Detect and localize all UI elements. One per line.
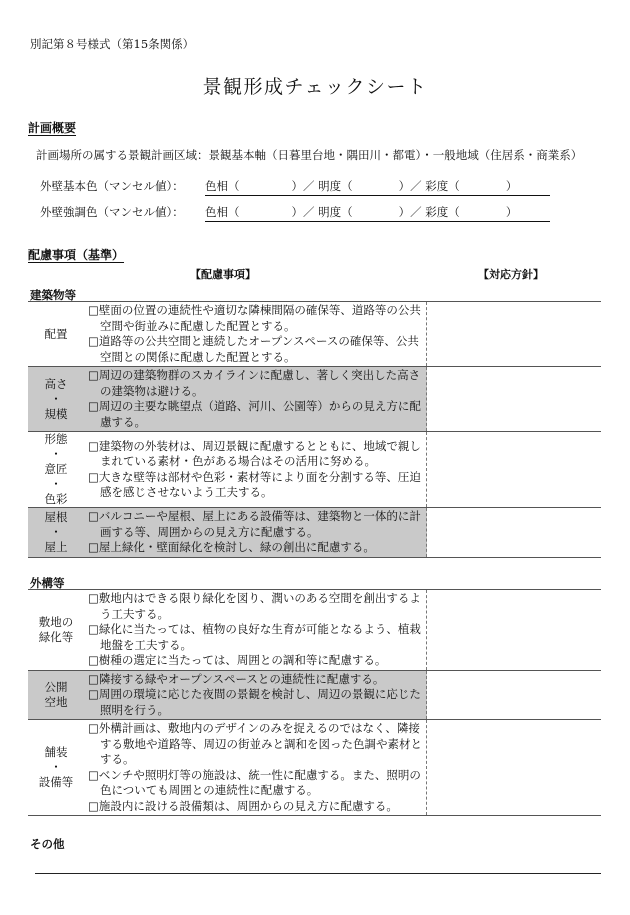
checklist-item[interactable]: □施設内に設ける設備類は、周囲からの見え方に配慮する。 <box>88 798 398 813</box>
consideration-items <box>84 720 427 816</box>
row-label-part: 意匠 <box>44 462 68 476</box>
base-color-end: ） <box>505 179 518 193</box>
base-color-chroma-label: ）／ 彩度（ <box>398 179 460 193</box>
column-header-items: 【配慮事項】 <box>190 268 256 281</box>
row-label-part: 屋上 <box>44 539 68 554</box>
checklist-item[interactable]: □樹種の選定に当たっては、周囲との調和等に配慮する。 <box>88 653 387 667</box>
row-label-part: 屋根 <box>44 509 68 524</box>
accent-color-label: 外壁強調色（マンセル値）： <box>40 205 184 219</box>
base-color-label: 外壁基本色（マンセル値）： <box>40 179 184 193</box>
row-label-part: 空地 <box>44 694 68 709</box>
buildings-heading: 建築物等 <box>30 288 76 302</box>
row-label-part: 設備等 <box>38 775 74 789</box>
response-field[interactable] <box>427 670 602 720</box>
consideration-items <box>84 432 427 508</box>
checklist-item[interactable]: □建築物の外装材は、周辺景観に配慮するとともに、地域で親しまれている素材・色がある場合はその活用に努める。 <box>88 438 421 468</box>
row-label-part: 緑化等 <box>38 629 74 644</box>
checklist-item[interactable]: □道路等の公共空間と連続したオープンスペースの確保等、公共空間との関係に配慮した配置とする。 <box>88 334 419 364</box>
checklist-item[interactable]: □緑化に当たっては、植物の良好な生育が可能となるよう、植栽地盤を工夫する。 <box>88 622 421 652</box>
accent-color-hue-label: 色相（ <box>205 205 240 219</box>
response-field[interactable] <box>427 720 602 816</box>
checklist-item[interactable]: □外構計画は、敷地内のデザインのみを捉えるのではなく、隣接する敷地や道路等、周辺の街並みと調和を図った色調や素材とする。 <box>88 721 422 766</box>
row-label-part: 規模 <box>44 406 68 421</box>
buildings-row <box>28 367 601 432</box>
consideration-items <box>84 367 427 432</box>
row-label-part: 色彩 <box>44 492 68 506</box>
exterior-row <box>28 670 601 720</box>
exterior-table <box>28 589 601 816</box>
plan-area-line: 計画場所の属する景観計画区域：景観基本軸（日暮里台地・隅田川・都電）・一般地域（住居系・商業系） <box>36 148 583 162</box>
other-heading: その他 <box>30 837 65 851</box>
row-label-part: 高さ <box>44 376 68 391</box>
base-color-fields[interactable] <box>205 178 550 196</box>
buildings-row <box>28 432 601 508</box>
consideration-items <box>84 302 427 367</box>
buildings-table <box>28 301 601 558</box>
row-label <box>28 670 84 720</box>
row-label-part: ・ <box>50 477 62 491</box>
checklist-item[interactable]: □ベンチや照明灯等の施設は、統一性に配慮する。また、照明の色についても周囲との連続性に配慮する。 <box>88 767 421 797</box>
checklist-item[interactable]: □屋上緑化・壁面緑化を検討し、緑の創出に配慮する。 <box>88 540 375 554</box>
other-entry-line[interactable] <box>35 873 601 874</box>
response-field[interactable] <box>427 302 602 367</box>
row-label-part: ・ <box>50 524 62 539</box>
checklist-item[interactable]: □大きな壁等は部材や色彩・素材等により面を分割する等、圧迫感を感じさせないよう工夫する。 <box>88 469 421 499</box>
row-label <box>28 302 84 367</box>
exterior-row <box>28 720 601 816</box>
checklist-item[interactable]: □周辺の建築物群のスカイラインに配慮し、著しく突出した高さの建築物は避ける。 <box>88 368 421 398</box>
row-label-part: 配置 <box>44 326 68 341</box>
row-label <box>28 590 84 671</box>
page-title: 景観形成チェックシート <box>202 76 428 98</box>
row-label-part: ・ <box>50 760 62 774</box>
row-label-part: 敷地の <box>38 614 74 629</box>
response-field[interactable] <box>427 367 602 432</box>
buildings-row <box>28 302 601 367</box>
buildings-row <box>28 508 601 558</box>
response-field[interactable] <box>427 432 602 508</box>
considerations-heading: 配慮事項（基準） <box>28 248 125 262</box>
consideration-items <box>84 590 427 671</box>
checklist-item[interactable]: □壁面の位置の連続性や適切な隣棟間隔の確保等、道路等の公共空間や街並みに配慮した配置とする。 <box>88 303 421 333</box>
checklist-item[interactable]: □周辺の主要な眺望点（道路、河川、公園等）からの見え方に配慮する。 <box>88 399 421 429</box>
checklist-item[interactable]: □敷地内はできる限り緑化を図り、潤いのある空間を創出するよう工夫する。 <box>88 591 421 621</box>
column-header-response: 【対応方針】 <box>478 268 544 281</box>
row-label-part: 形態 <box>44 432 68 446</box>
row-label-part: ・ <box>50 447 62 461</box>
row-label-part: 公開 <box>44 679 68 694</box>
plan-overview-heading: 計画概要 <box>28 121 77 135</box>
form-number: 別記第８号様式（第15条関係） <box>30 37 195 51</box>
base-color-hue-label: 色相（ <box>205 179 240 193</box>
row-label-part: ・ <box>50 391 62 406</box>
base-color-value-label: ）／ 明度（ <box>291 179 353 193</box>
exterior-heading: 外構等 <box>30 576 65 590</box>
checklist-item[interactable]: □バルコニーや屋根、屋上にある設備等は、建築物と一体的に計画する等、周囲からの見え方に配慮する。 <box>88 509 421 539</box>
accent-color-value-label: ）／ 明度（ <box>291 205 353 219</box>
accent-color-fields[interactable] <box>205 204 550 222</box>
accent-color-end: ） <box>505 205 518 219</box>
response-field[interactable] <box>427 590 602 671</box>
accent-color-chroma-label: ）／ 彩度（ <box>398 205 460 219</box>
row-label <box>28 508 84 558</box>
exterior-row <box>28 590 601 671</box>
consideration-items <box>84 670 427 720</box>
consideration-items <box>84 508 427 558</box>
response-field[interactable] <box>427 508 602 558</box>
row-label <box>28 367 84 432</box>
row-label <box>28 432 84 508</box>
checklist-item[interactable]: □周囲の環境に応じた夜間の景観を検討し、周辺の景観に応じた照明を行う。 <box>88 687 421 717</box>
checklist-item[interactable]: □隣接する緑やオープンスペースとの連続性に配慮する。 <box>88 671 385 686</box>
row-label <box>28 720 84 816</box>
row-label-part: 舗装 <box>44 745 68 759</box>
